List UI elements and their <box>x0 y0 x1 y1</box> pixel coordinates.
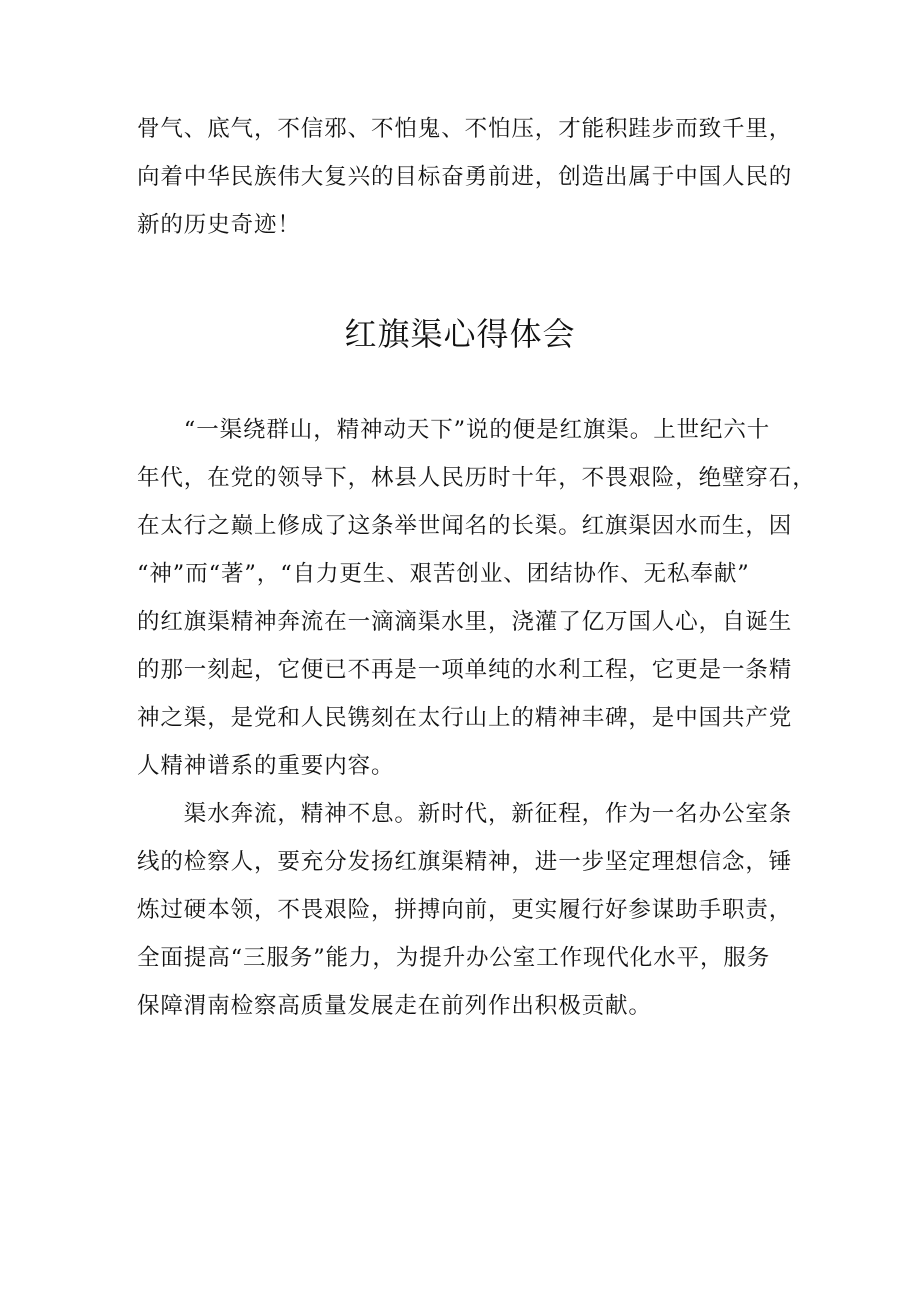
paragraph-1 <box>137 406 816 790</box>
text-line: 的那一刻起，它便已不再是一项单纯的水利工程，它更是一条精 <box>137 657 793 683</box>
text-line: 的红旗渠精神奔流在一滴滴渠水里，浇灌了亿万国人心，自诞生 <box>137 609 793 635</box>
text-line: 年代，在党的领导下，林县人民历时十年，不畏艰险，绝壁穿石， <box>137 465 816 491</box>
text-line: 渠水奔流，精神不息。新时代，新征程，作为一名办公室条 <box>137 801 793 827</box>
carry-over-paragraph <box>137 105 797 249</box>
article-title: 红旗渠心得体会 <box>344 315 576 353</box>
article-body <box>137 406 816 1030</box>
text-line: 神之渠，是党和人民镌刻在太行山上的精神丰碑，是中国共产党 <box>137 705 793 731</box>
paragraph-2 <box>137 790 797 1030</box>
text-line: 炼过硬本领，不畏艰险，拼搏向前，更实履行好参谋助手职责， <box>137 897 793 923</box>
text-line: 线的检察人，要充分发扬红旗渠精神，进一步坚定理想信念，锤 <box>137 849 793 875</box>
text-line: 保障渭南检察高质量发展走在前列作出积极贡献。 <box>137 993 652 1019</box>
text-line: 骨气、底气，不信邪、不怕鬼、不怕压，才能积跬步而致千里， <box>137 116 793 142</box>
text-line: 全面提高“三服务”能力，为提升办公室工作现代化水平，服务 <box>137 945 771 971</box>
text-line: 人精神谱系的重要内容。 <box>137 753 395 779</box>
text-line: 新的历史奇迹！ <box>137 212 301 238</box>
text-line: “一渠绕群山，精神动天下”说的便是红旗渠。上世纪六十 <box>137 417 771 443</box>
text-line: “神”而“著”，“自力更生、艰苦创业、团结协作、无私奉献” <box>137 561 750 587</box>
text-line: 在太行之巅上修成了这条举世闻名的长渠。红旗渠因水而生，因 <box>137 513 793 539</box>
text-line: 向着中华民族伟大复兴的目标奋勇前进，创造出属于中国人民的 <box>137 164 793 190</box>
